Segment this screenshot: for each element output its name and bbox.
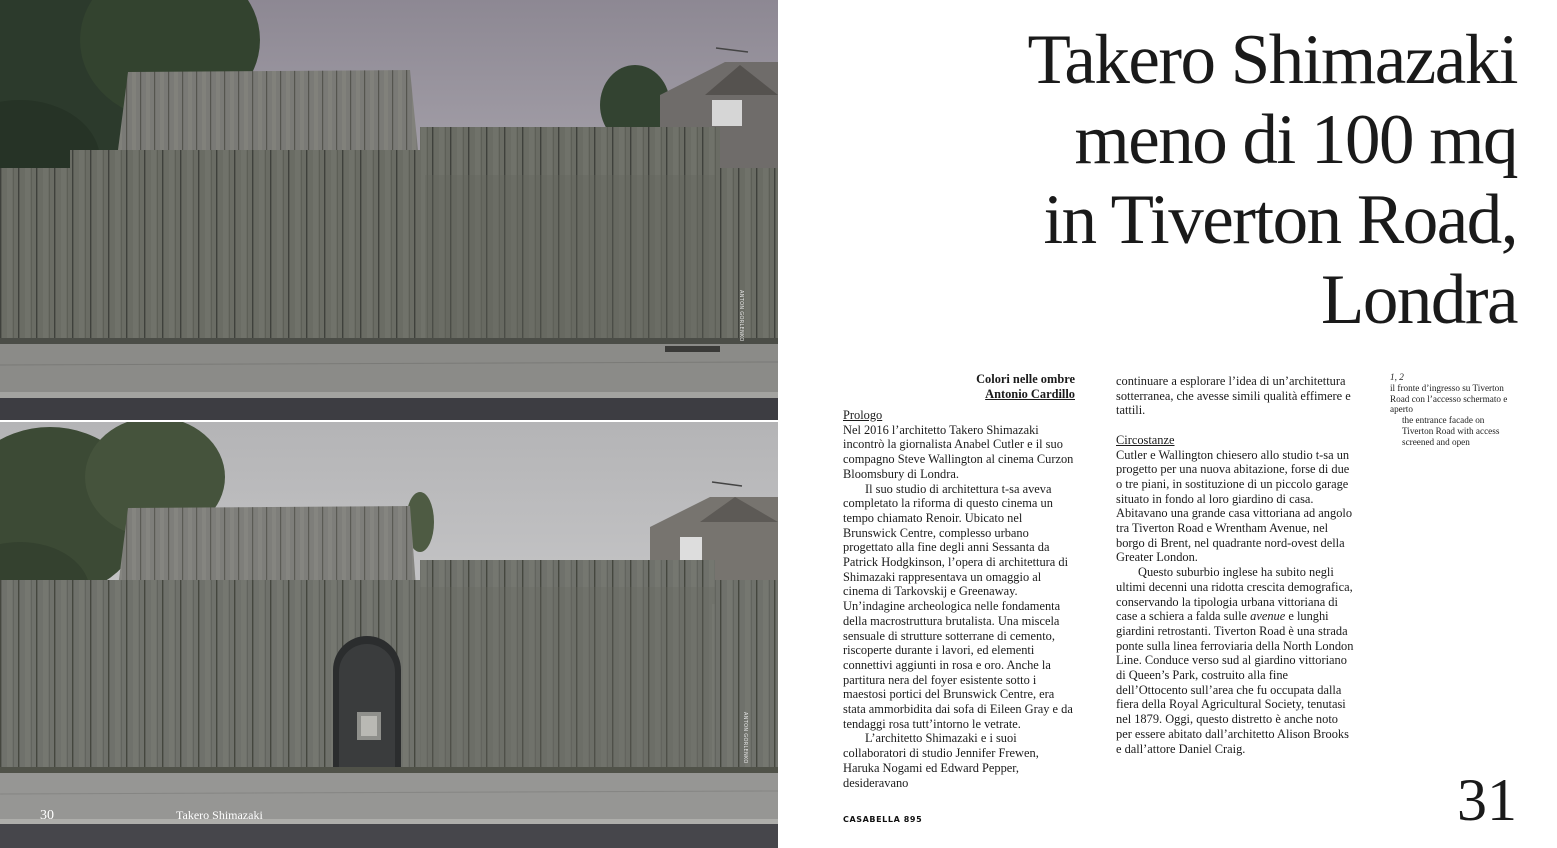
paragraph-text: e lunghi giardini retrostanti. Tiverton Road è una strada ponte sulla linea ferroviaria della North London Line. Conduce verso sud al giardino vittoriano di Queen’s Park, costruito alla fine dell’Ottocento sull’area che fu occupata dalla fiera della Royal Agricultural Society, tenutasi nel 1879. Oggi, questo distretto è anche noto per essere abitato dall’architetto Alison Brooks e dall’attore Daniel Craig. xyxy=(1116,609,1354,756)
caption-english: the entrance facade on Tiverton Road with access screened and open xyxy=(1402,415,1500,447)
text-column-1 xyxy=(843,372,1075,790)
running-title: Takero Shimazaki xyxy=(176,808,263,822)
right-page xyxy=(780,0,1557,848)
paragraph: continuare a esplorare l’idea di un’architettura sotterranea, che avesse simili qualità effimere e tattili. xyxy=(1116,374,1351,418)
text-column-2 xyxy=(1116,374,1354,756)
title-line: Londra xyxy=(1320,261,1517,339)
photo-facade-open xyxy=(0,422,778,848)
page-number-left: 30 xyxy=(40,808,54,823)
paragraph xyxy=(1116,565,1354,756)
photo-facade-open-image xyxy=(0,422,778,848)
title-line: Takero Shimazaki xyxy=(1027,21,1517,99)
paragraph-text: Questo suburbio inglese ha subito negli ultimi decenni una ridotta crescita demografica, conservando la tipologia urbana vittoriana di case a schiera a falda sulle xyxy=(1116,565,1353,624)
paragraph: L’architetto Shimazaki e i suoi collaboratori di studio Jennifer Frewen, Haruka Nogami ed Edward Pepper, desideravano xyxy=(843,731,1039,790)
paragraph: Il suo studio di architettura t-sa aveva completato la riforma di questo cinema un tempo chiamato Renoir. Ubicato nel Brunswick Centre, complesso urbano progettato alla fine degli anni Sessanta da Patrick Hodgkinson, l’opera di architettura di Shimazaki rappresentava un omaggio al cinema di Tarkovskij e Greenaway. Un’indagine archeologica nelle fondamenta della macrostruttura brutalista. Una miscela sensuale di strutture sotterrane di cemento, riscoperte durante i lavori, ed elementi connettivi aggiunti in rosa e oro. Anche la partitura nera del foyer esistente sotto i maestosi portici del Brunswick Centre, era stata ammorbidita dai sofa di Eileen Gray e da tendaggi rosa tutt’intorno le vetrate. xyxy=(843,481,1073,731)
magazine-issue: CASABELLA 895 xyxy=(843,815,923,824)
caption-numbers: 1, 2 xyxy=(1390,372,1404,382)
photo-facade-closed xyxy=(0,0,778,420)
byline xyxy=(843,372,1075,402)
section-heading-circostanze: Circostanze xyxy=(1116,432,1175,447)
photo-caption xyxy=(1390,372,1510,448)
paragraph-gap xyxy=(1116,418,1354,433)
article-title xyxy=(817,20,1517,340)
caption-italian: il fronte d’ingresso su Tiverton Road con l’accesso schermato e aperto xyxy=(1390,382,1508,415)
page-number-right: 31 xyxy=(1457,767,1517,833)
byline-author: Antonio Cardillo xyxy=(985,387,1075,401)
byline-kicker: Colori nelle ombre xyxy=(976,372,1075,386)
paragraph: Nel 2016 l’architetto Takero Shimazaki incontrò la giornalista Anabel Cutler e il suo compagno Steve Wallington al cinema Curzon Bloomsbury di Londra. xyxy=(843,422,1074,481)
paragraph: Cutler e Wallington chiesero allo studio t-sa un progetto per una nuova abitazione, forse di due o tre piani, in sostituzione di un piccolo garage situato in fondo al loro giardino di casa. Abitavano una grande casa vittoriana ad angolo tra Tiverton Road e Wrentham Avenue, nel borgo di Brent, nel quadrante nord-ovest della Greater London. xyxy=(1116,447,1353,565)
photo-credit-top: ANTON GORLENKO xyxy=(738,290,744,342)
paragraph-emphasis: avenue xyxy=(1250,609,1286,624)
left-page xyxy=(0,0,778,848)
photo-credit-bottom: ANTON GORLENKO xyxy=(742,712,748,764)
title-line: in Tiverton Road, xyxy=(1043,181,1517,259)
section-heading-prologo: Prologo xyxy=(843,408,883,422)
title-line: meno di 100 mq xyxy=(1074,101,1517,179)
photo-facade-closed-image xyxy=(0,0,778,420)
